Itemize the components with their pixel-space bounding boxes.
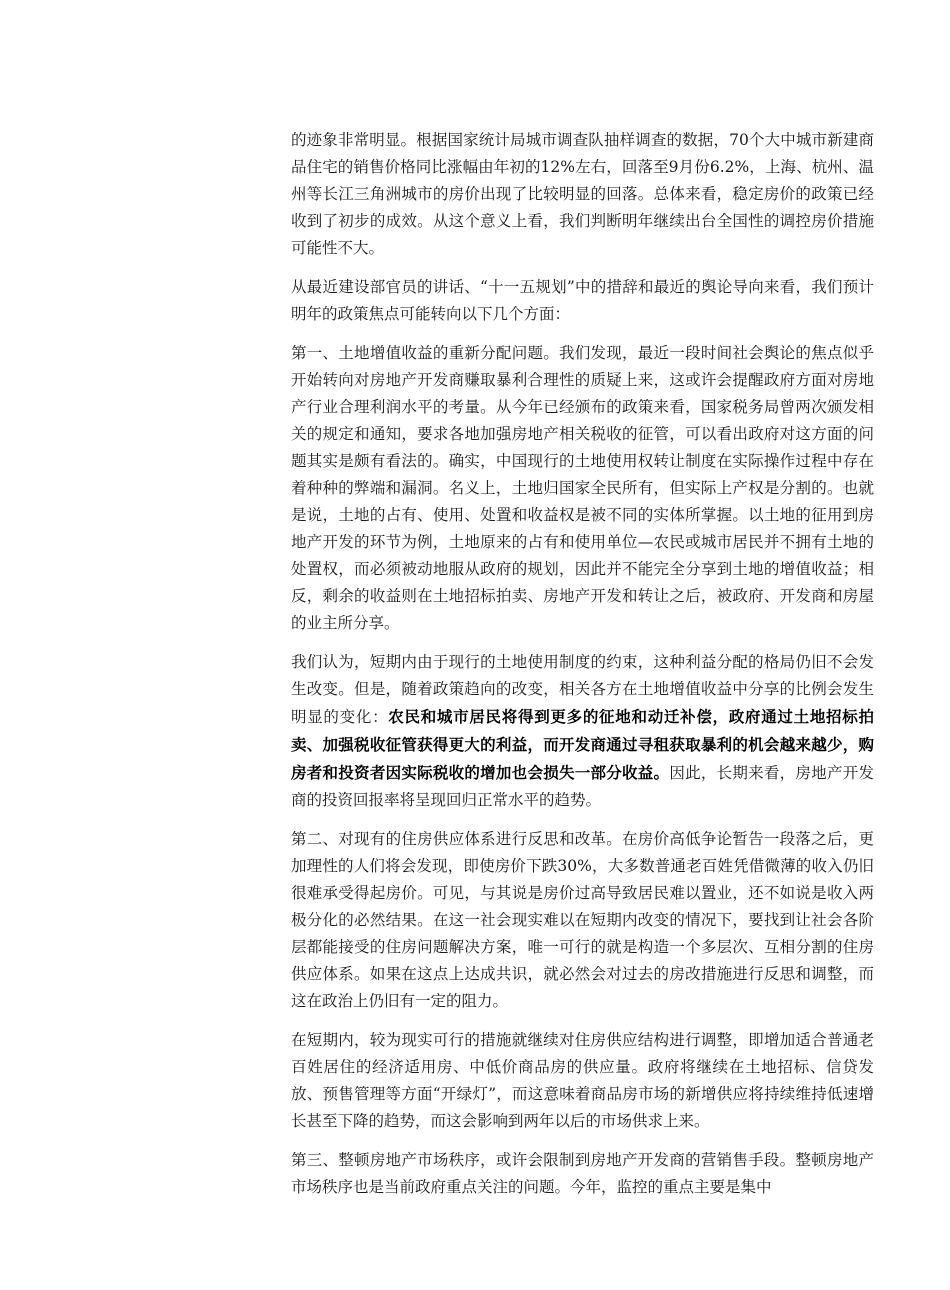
paragraph-policy-outlook: 从最近建设部官员的讲话、“十一五规划”中的措辞和最近的舆论导向来看，我们预计明年的政策焦点可能转向以下几个方面： [291, 278, 874, 323]
paragraph-text: 因此，长期来看，房地产开发商的投资回报率将呈现回归正常水平的趋势。 [291, 764, 874, 809]
document-body [291, 127, 874, 1213]
bold-emphasis-text: 农民和城市居民将得到更多的征地和动迁补偿，政府通过土地招标拍卖、加强税收征管获得更大的利益，而开发商通过寻租获取暴利的机会越来越少，购房者和投资者因实际税收的增加也会损失一部分收益。 [291, 707, 874, 782]
paragraph-short-term-measures: 在短期内，较为现实可行的措施就继续对住房供应结构进行调整，即增加适合普通老百姓居住的经济适用房、中低价商品房的供应量。政府将继续在土地招标、信贷发放、预售管理等方面“开绿灯”，而这意味着商品房市场的新增供应将持续维持低速增长甚至下降的趋势，而这会影响到两年以后的市场供求上来。 [291, 1031, 874, 1130]
paragraph-benefit-distribution [291, 649, 874, 814]
paragraph-text: 我们认为，短期内由于现行的土地使用制度的约束，这种利益分配的格局仍旧不会发生改变。但是，随着政策趋向的改变，相关各方在土地增值收益中分享的比例会发生明显的变化： [291, 653, 874, 726]
paragraph-point-three-market-order: 第三、整顿房地产市场秩序，或许会限制到房地产开发商的营销售手段。整顿房地产市场秩序也是当前政府重点关注的问题。今年，监控的重点主要是集中 [291, 1151, 874, 1196]
paragraph-price-trend: 的迹象非常明显。根据国家统计局城市调查队抽样调查的数据，70个大中城市新建商品住宅的销售价格同比涨幅由年初的12%左右，回落至9月份6.2%，上海、杭州、温州等长江三角洲城市的房价出现了比较明显的回落。总体来看，稳定房价的政策已经收到了初步的成效。从这个意义上看，我们判断明年继续出台全国性的调控房价措施可能性不大。 [291, 131, 874, 257]
paragraph-point-two-housing-supply: 第二、对现有的住房供应体系进行反思和改革。在房价高低争论暂告一段落之后，更加理性的人们将会发现，即使房价下跌30%，大多数普通老百姓凭借微薄的收入仍旧很难承受得起房价。可见，与其说是房价过高导致居民难以置业，还不如说是收入两极分化的必然结果。在这一社会现实难以在短期内改变的情况下，要找到让社会各阶层都能接受的住房问题解决方案，唯一可行的就是构造一个多层次、互相分割的住房供应体系。如果在这点上达成共识，就必然会对过去的房改措施进行反思和调整，而这在政治上仍旧有一定的阻力。 [291, 830, 874, 1010]
paragraph-point-one-land-revenue: 第一、土地增值收益的重新分配问题。我们发现，最近一段时间社会舆论的焦点似乎开始转向对房地产开发商赚取暴利合理性的质疑上来，这或许会提醒政府方面对房地产行业合理利润水平的考量。从今年已经颁布的政策来看，国家税务局曾两次颁发相关的规定和通知，要求各地加强房地产相关税收的征管，可以看出政府对这方面的问题其实是颇有看法的。确实，中国现行的土地使用权转让制度在实际操作过程中存在着种种的弊端和漏洞。名义上，土地归国家全民所有，但实际上产权是分割的。也就是说，土地的占有、使用、处置和收益权是被不同的实体所掌握。以土地的征用到房地产开发的环节为例，土地原来的占有和使用单位—农民或城市居民并不拥有土地的处置权，而必须被动地服从政府的规划，因此并不能完全分享到土地的增值收益；相反，剩余的收益则在土地招标拍卖、房地产开发和转让之后，被政府、开发商和房屋的业主所分享。 [291, 344, 874, 632]
